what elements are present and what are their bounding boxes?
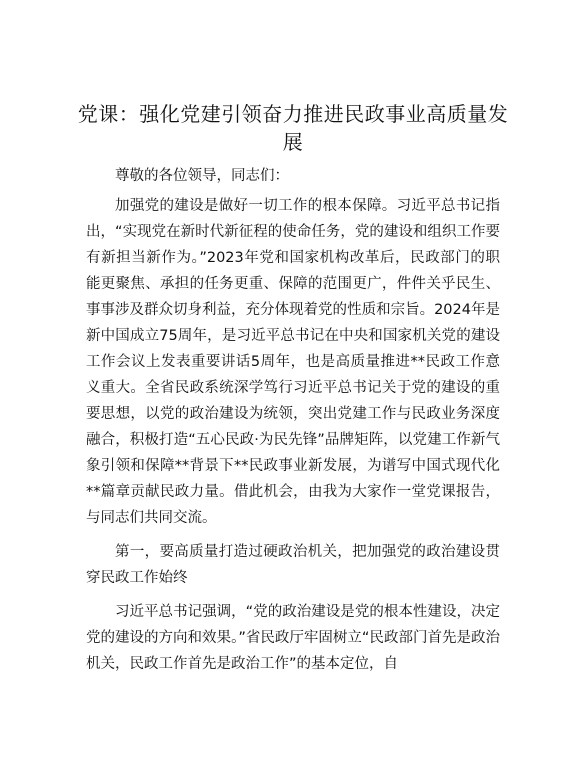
- document-body: [86, 163, 500, 677]
- greeting: 尊敬的各位领导，同志们：: [115, 168, 289, 184]
- section-heading-1: 第一，要高质量打造过硬政治机关，把加强党的政治建设贯穿民政工作始终: [86, 544, 500, 586]
- document-title: 党课：强化党建引领奋力推进民政事业高质量发展: [77, 102, 509, 154]
- paragraph-section-1: 习近平总书记强调，“党的政治建设是党的根本性建设，决定党的建设的方向和效果。”省民政厅牢固树立“民政部门首先是政治机关，民政工作首先是政治工作”的基本定位，自: [86, 604, 500, 672]
- paragraph-intro: 加强党的建设是做好一切工作的根本保障。习近平总书记指出，“实现党在新时代新征程的使命任务，党的建设和组织工作要有新担当新作为。”2023年党和国家机构改革后，民政部门的职能更聚焦、承担的任务更重、保障的范围更广，件件关乎民生、事事涉及群众切身利益，充分体现着党的性质和宗旨。2024年是新中国成立75周年，是习近平总书记在中央和国家机关党的建设工作会议上发表重要讲话5周年，也是高质量推进**民政工作意义重大。全省民政系统深学笃行习近平总书记关于党的建设的重要思想，以党的政治建设为统领，突出党建工作与民政业务深度融合，积极打造“五心民政·为民先锋”品牌矩阵，以党建工作新气象引领和保障**背景下**民政事业新发展，为谱写中国式现代化**篇章贡献民政力量。借此机会，由我为大家作一堂党课报告，与同志们共同交流。: [86, 198, 500, 526]
